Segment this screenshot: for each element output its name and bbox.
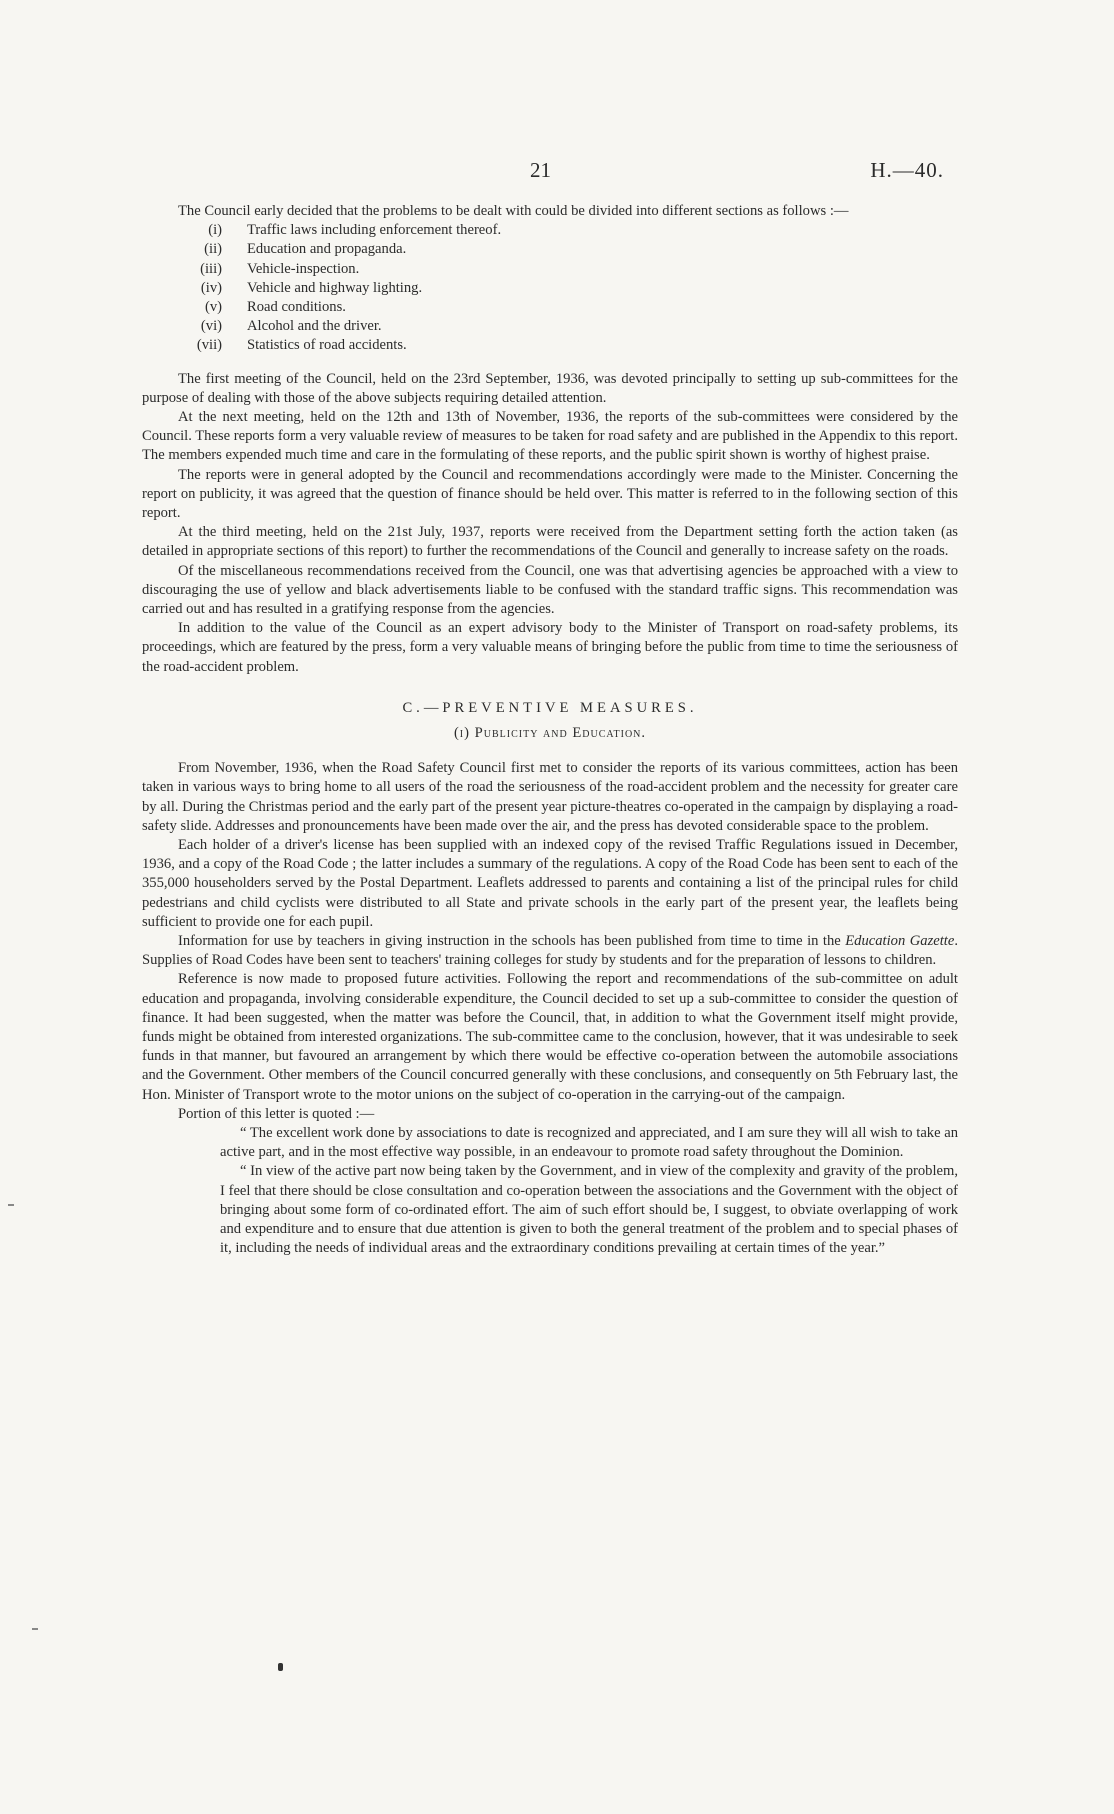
list-item xyxy=(142,298,958,317)
list-item-number: (v) xyxy=(204,298,222,315)
body-text xyxy=(142,202,958,1258)
page-header xyxy=(0,158,1114,188)
list-item-number: (vi) xyxy=(200,318,222,335)
list-item-text: Education and propaganda. xyxy=(247,241,407,258)
list-item xyxy=(142,260,958,279)
paragraph: The reports were in general adopted by the Council and recommendations accordingly were made to the Minister. Concerning the report on publicity, it was agreed that the question of finance should be held over. This matter is referred to in the following section of this report. xyxy=(142,466,958,521)
list-item-number: (iv) xyxy=(200,279,222,296)
subsection-heading: (i) Publicity and Education. xyxy=(453,724,647,741)
info-paragraph xyxy=(142,932,958,970)
list-item-text: Vehicle and highway lighting. xyxy=(247,279,423,296)
paragraph: The first meeting of the Council, held on the 23rd September, 1936, was devoted principally to setting up sub-committees for the purpose of dealing with those of the above subjects requiring detailed attention. xyxy=(142,370,958,406)
list-item-text: Alcohol and the driver. xyxy=(247,318,382,335)
paragraph: In addition to the value of the Council as an expert advisory body to the Minister of Transport on road-safety problems, its proceedings, which are featured by the press, form a very valuable means of bringing before the public from time to time the seriousness of the road-accident problem. xyxy=(142,620,958,675)
scan-mark xyxy=(278,1663,283,1671)
list-item xyxy=(142,279,958,298)
letter-quote xyxy=(220,1124,958,1258)
list-item-text: Traffic laws including enforcement thereof. xyxy=(247,222,502,239)
list-item-number: (i) xyxy=(208,222,222,239)
paragraph: Reference is now made to proposed future activities. Following the report and recommendations of the sub-committee on adult education and propaganda, involving considerable expenditure, the Council decided to set up a sub-committee to consider the question of finance. It had been suggested, when the matter was before the Council, that, in addition to what the Government itself might provide, funds might be obtained from interested organizations. The sub-committee came to the conclusion, however, that it was undesirable to seek funds in that manner, but favoured an arrangement by which there would be effective co-operation between the automobile associations and the Government. Other members of the Council concurred generally with these conclusions, and consequently on 5th February last, the Hon. Minister of Transport wrote to the motor unions on the subject of co-operation in the carrying-out of the campaign. xyxy=(142,971,958,1103)
list-item xyxy=(142,336,958,355)
list-item-number: (ii) xyxy=(204,241,222,258)
list-item-text: Statistics of road accidents. xyxy=(247,337,407,354)
list-item xyxy=(142,317,958,336)
page-number: 21 xyxy=(530,158,551,182)
paragraph: At the next meeting, held on the 12th and 13th of November, 1936, the reports of the sub-committees were considered by the Council. These reports form a very valuable review of measures to be taken for road safety and are published in the Appendix to this report. The members expended much time and care in the formulating of these reports, and the public spirit shown is worthy of highest praise. xyxy=(142,408,958,464)
list-item-text: Road conditions. xyxy=(247,298,346,315)
section-heading: C.—PREVENTIVE MEASURES. xyxy=(402,699,698,716)
scan-mark xyxy=(8,1204,14,1206)
scan-mark xyxy=(32,1628,38,1630)
info-text-end: . Supplies of Road Codes have been sent to teachers' training colleges for study by students and for the preparation of lessons to children. xyxy=(142,933,958,969)
quote-paragraph: “ The excellent work done by associations to date is recognized and appreciated, and I am sure they will all wish to take an active part, and in the most effective way possible, in an endeavour to promote road safety throughout the Dominion. xyxy=(220,1125,958,1161)
paragraph: Of the miscellaneous recommendations received from the Council, one was that advertising agencies be approached with a view to discouraging the use of yellow and black advertisements liable to be confused with the standard traffic signs. This recommendation was carried out and has resulted in a gratifying response from the agencies. xyxy=(142,562,958,617)
document-reference: H.—40. xyxy=(870,158,944,182)
intro-paragraph: The Council early decided that the problems to be dealt with could be divided into different sections as follows :— xyxy=(178,203,849,219)
list-item-number: (vii) xyxy=(196,337,222,354)
sections-list xyxy=(142,221,958,355)
list-item-number: (iii) xyxy=(200,260,222,277)
paragraph: From November, 1936, when the Road Safety Council first met to consider the reports of its various committees, action has been taken in various ways to bring home to all users of the road the seriousness of the road-accident problem and the necessity for greater care by all. During the Christmas period and the early part of the present year picture-theatres co-operated in the campaign by displaying a road-safety slide. Addresses and pronouncements have been made over the air, and the press has devoted considerable space to the problem. xyxy=(142,760,958,834)
list-item xyxy=(142,221,958,240)
paragraph: Each holder of a driver's license has been supplied with an indexed copy of the revised Traffic Regulations issued in December, 1936, and a copy of the Road Code ; the latter includes a summary of the regulations. A copy of the Road Code has been sent to each of the 355,000 householders served by the Postal Department. Leaflets addressed to parents and containing a list of the principal rules for child pedestrians and child cyclists were distributed to all State and private schools in the early part of the present year, the leaflets being sufficient to provide one for each pupil. xyxy=(142,836,958,930)
info-text-start: Information for use by teachers in giving instruction in the schools has been published from time to time in the xyxy=(178,933,846,949)
list-item xyxy=(142,240,958,259)
paragraph: Portion of this letter is quoted :— xyxy=(178,1105,375,1122)
paragraph: At the third meeting, held on the 21st July, 1937, reports were received from the Department setting forth the action taken (as detailed in appropriate sections of this report) to further the recommendations of the Council and generally to increase safety on the roads. xyxy=(142,524,958,560)
list-item-text: Vehicle-inspection. xyxy=(247,260,360,277)
quote-paragraph: “ In view of the active part now being taken by the Government, and in view of the complexity and gravity of the problem, I feel that there should be close consultation and co-operation between the associations and the Government with the object of bringing about some form of co-ordinated effort. The aim of such effort should be, I suggest, to obviate overlapping of work and expenditure and to ensure that due attention is given to both the general treatment of the problem and to special phases of it, including the needs of individual areas and the extraordinary conditions prevailing at certain times of the year.” xyxy=(220,1163,958,1257)
gazette-title: Education Gazette xyxy=(845,933,955,949)
